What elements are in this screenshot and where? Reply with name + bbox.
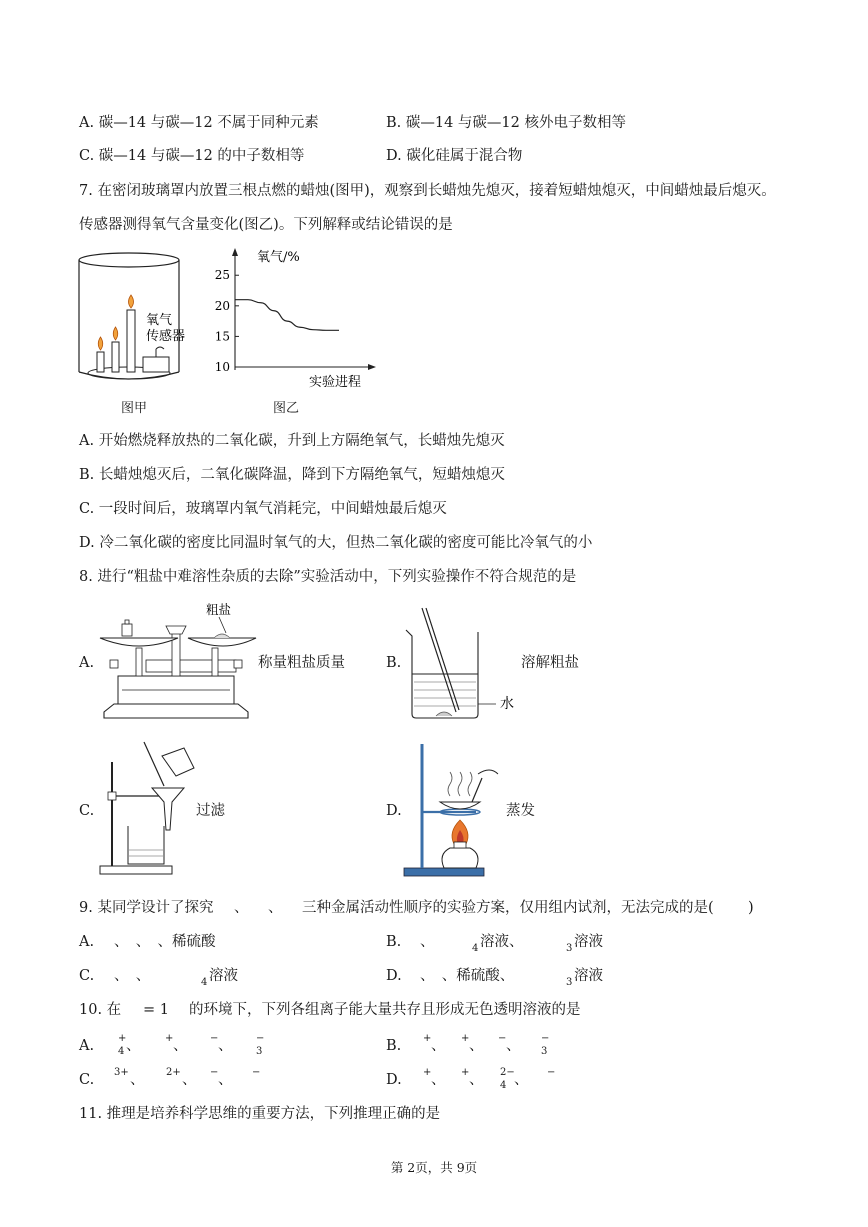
q10-option-a-letter: A.	[79, 1038, 95, 1054]
q7-stem-line2: 传感器测得氧气含量变化(图乙)。下列解释或结论错误的是	[79, 217, 453, 233]
q10-b-comma3: 、	[506, 1038, 521, 1054]
q9-stem-sep1: 、	[234, 900, 249, 916]
q9-option-c-text2: 溶液	[209, 968, 238, 984]
q10-d-charge1: +	[423, 1067, 432, 1078]
y-tick-label: 10	[214, 360, 230, 374]
q10-c-charge3: −	[210, 1067, 219, 1078]
q9-option-c-sub1: 4	[201, 977, 208, 988]
q10-b-comma1: 、	[431, 1038, 446, 1054]
q9-stem-sep2: 、	[268, 900, 283, 916]
q10-b-charge4: −	[541, 1033, 550, 1044]
q9-option-b-letter: B.	[386, 934, 402, 950]
q6-option-b: B. 碳—14 与碳—12 核外电子数相等	[386, 115, 626, 131]
q8-option-d-letter: D.	[386, 803, 402, 819]
crude-salt-label: 粗盐	[206, 602, 232, 617]
q10-b-sub4: 3	[541, 1046, 548, 1057]
q7-option-c: C. 一段时间后，玻璃罩内氧气消耗完，中间蜡烛最后熄灭	[79, 501, 447, 517]
q9-option-a-letter: A.	[79, 934, 95, 950]
oxygen-series-line	[235, 300, 339, 331]
q10-option-c-letter: C.	[79, 1072, 95, 1088]
figure-yi-chart	[205, 245, 385, 395]
q9-stem-part1: 9. 某同学设计了探究	[79, 900, 214, 916]
q9-option-b-text3: 溶液	[574, 934, 603, 950]
q7-option-a: A. 开始燃烧释放热的二氧化碳，升到上方隔绝氧气，长蜡烛先熄灭	[79, 433, 505, 449]
q6-option-c: C. 碳—14 与碳—12 的中子数相等	[79, 148, 305, 164]
q9-option-c-text1: 、 、	[114, 968, 151, 984]
page-footer: 第 2页，共 9页	[390, 1160, 478, 1175]
q10-d-comma3: 、	[514, 1072, 529, 1088]
q10-a-comma2: 、	[173, 1038, 188, 1054]
q9-stem-part2: 三种金属活动性顺序的实验方案，仅用组内试剂，无法完成的是(	[302, 900, 714, 916]
q10-a-sub1: 4	[118, 1046, 125, 1057]
y-tick-label: 20	[214, 298, 230, 313]
q10-b-charge3: −	[498, 1033, 507, 1044]
sensor-label-line2: 传感器	[146, 329, 186, 344]
q10-d-comma1: 、	[431, 1072, 446, 1088]
q8-option-a-letter: A.	[79, 655, 95, 671]
q9-option-d-text2: 溶液	[574, 968, 603, 984]
q9-option-b-sub1: 4	[472, 943, 479, 954]
q6-option-d: D. 碳化硅属于混合物	[386, 148, 523, 164]
q8-option-b-letter: B.	[386, 655, 402, 671]
q10-d-charge4: −	[547, 1067, 556, 1078]
q10-a-charge3: −	[210, 1033, 219, 1044]
q10-stem-part1: 10. 在	[79, 1002, 122, 1018]
q10-c-charge2: 2+	[166, 1067, 181, 1078]
q6-option-a: A. 碳—14 与碳—12 不属于同种元素	[79, 115, 319, 131]
q10-a-charge2: +	[165, 1033, 174, 1044]
q8-option-a-label: 称量粗盐质量	[258, 655, 345, 671]
q8-option-c-letter: C.	[79, 803, 95, 819]
q8-stem: 8. 进行“粗盐中难溶性杂质的去除”实验活动中，下列实验操作不符合规范的是	[79, 569, 577, 585]
q10-b-charge2: +	[461, 1033, 470, 1044]
q10-stem-equation: = 1	[143, 1002, 169, 1018]
figure-yi-caption: 图乙	[273, 401, 300, 416]
balance-illustration	[96, 600, 256, 725]
q10-option-d-letter: D.	[386, 1072, 402, 1088]
q10-c-comma3: 、	[218, 1072, 233, 1088]
figure-jia-caption: 图甲	[121, 401, 148, 416]
q10-a-comma1: 、	[126, 1038, 141, 1054]
q10-b-charge1: +	[423, 1033, 432, 1044]
q7-stem-line1: 7. 在密闭玻璃罩内放置三根点燃的蜡烛(图甲)，观察到长蜡烛先熄灭，接着短蜡烛熄灭，中间蜡烛最后熄灭。	[79, 183, 776, 199]
q9-option-c-letter: C.	[79, 968, 95, 984]
q9-option-d-text1: 、 、稀硫酸、	[420, 968, 515, 984]
q10-c-charge4: −	[252, 1067, 261, 1078]
q10-a-comma3: 、	[218, 1038, 233, 1054]
beaker-dissolve-illustration	[400, 604, 530, 724]
q10-a-sub4: 3	[256, 1046, 263, 1057]
y-tick-label: 15	[214, 329, 230, 344]
q10-d-sub3: 4	[500, 1080, 507, 1091]
q8-option-b-label: 溶解粗盐	[521, 655, 579, 671]
filtration-illustration	[98, 738, 208, 878]
y-axis-label: 氧气/%	[257, 250, 300, 265]
q9-option-b-sub2: 3	[566, 943, 573, 954]
evaporation-illustration	[400, 740, 520, 880]
q10-a-charge4: −	[256, 1033, 265, 1044]
q9-option-b-text2: 溶液、	[480, 934, 524, 950]
q10-d-comma2: 、	[469, 1072, 484, 1088]
q7-option-b: B. 长蜡烛熄灭后，二氧化碳降温，降到下方隔绝氧气，短蜡烛熄灭	[79, 467, 505, 483]
q10-a-charge1: +	[118, 1033, 127, 1044]
q10-c-comma1: 、	[130, 1072, 145, 1088]
x-axis-arrow	[368, 364, 376, 370]
q9-option-d-letter: D.	[386, 968, 402, 984]
water-label: 水	[500, 696, 514, 712]
q10-stem-part2: 的环境下，下列各组离子能大量共存且形成无色透明溶液的是	[189, 1002, 581, 1018]
q10-d-charge3: 2−	[500, 1067, 515, 1078]
q10-d-charge2: +	[461, 1067, 470, 1078]
q9-stem-part3: )	[748, 900, 754, 916]
q8-option-d-label: 蒸发	[506, 803, 535, 819]
y-axis-arrow	[232, 248, 238, 256]
sensor-label-line1: 氧气	[146, 313, 173, 328]
q8-option-c-label: 过滤	[196, 803, 225, 819]
x-axis-label: 实验进程	[309, 375, 362, 390]
q9-option-a-text: 、 、 、稀硫酸	[114, 934, 216, 950]
y-tick-label: 25	[214, 268, 230, 283]
q9-option-b-text1: 、	[420, 934, 435, 950]
q10-c-charge1: 3+	[114, 1067, 129, 1078]
figure-jia-bell-jar	[70, 245, 200, 395]
q11-stem: 11. 推理是培养科学思维的重要方法，下列推理正确的是	[79, 1106, 441, 1122]
q7-option-d: D. 冷二氧化碳的密度比同温时氧气的大，但热二氧化碳的密度可能比冷氧气的小	[79, 535, 593, 551]
q9-option-d-sub1: 3	[566, 977, 573, 988]
q10-b-comma2: 、	[469, 1038, 484, 1054]
q10-c-comma2: 、	[182, 1072, 197, 1088]
q10-option-b-letter: B.	[386, 1038, 402, 1054]
